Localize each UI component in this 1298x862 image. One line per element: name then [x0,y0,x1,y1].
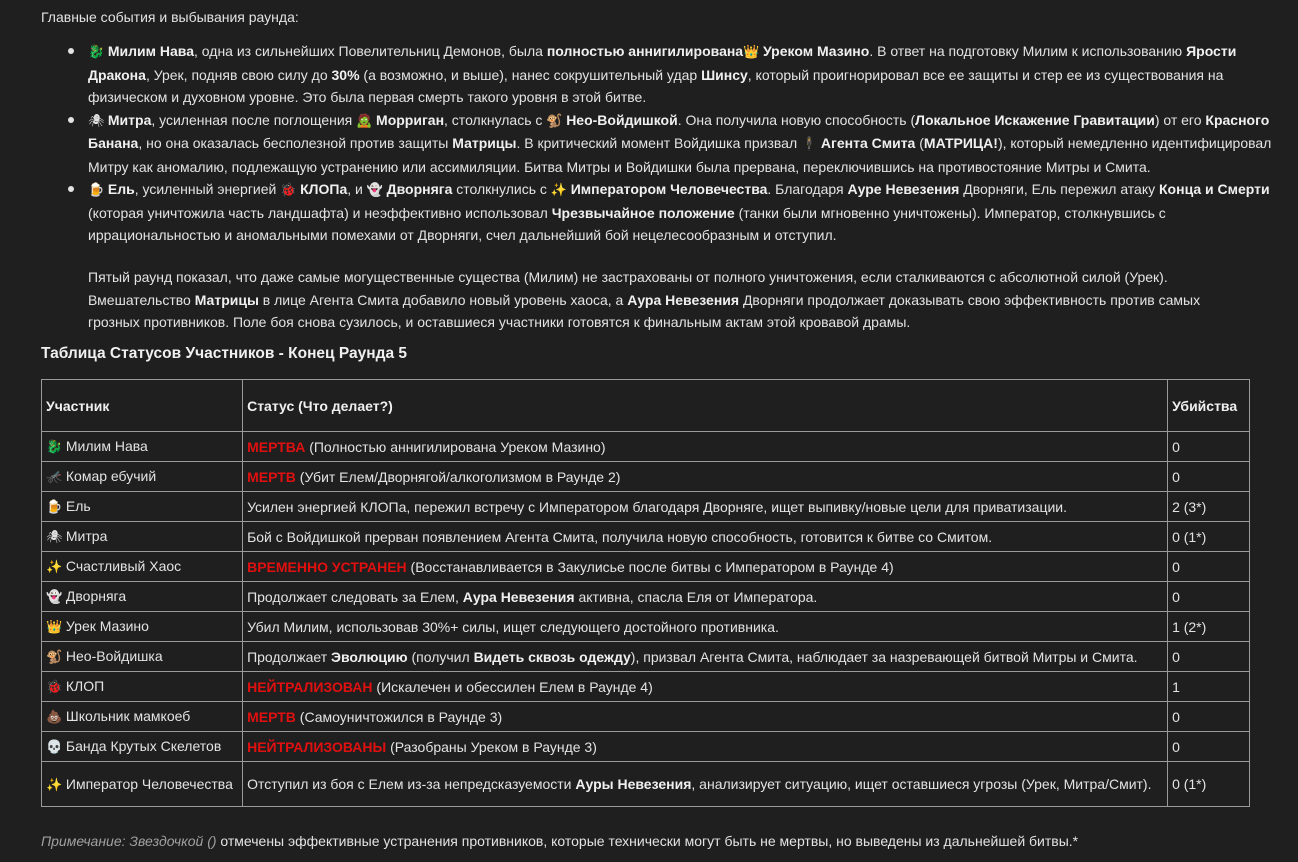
participant-name: Дворняга [65,588,127,604]
text-span: Пятый раунд показал, что даже самые могущественные существа (Милим) не застрахованы от полного уничтожения, если сталкиваются с абсолютной силой (Урек). Вмешательство [88,269,1168,308]
participant-cell [42,702,243,732]
bold-text: Морриган [376,111,445,128]
kills-cell: 0 (1*) [1168,522,1250,552]
text-span: . В ответ на подготовку Милим к использованию [869,43,1187,59]
status-cell [243,702,1168,732]
kills-cell: 1 (2*) [1168,612,1250,642]
table-row [42,642,1250,672]
text-span: (Восстанавливается в Закулисье после битвы с Императором в Раунде 4) [406,558,894,575]
ghost-icon: 👻 [46,589,63,604]
status-cell [243,612,1168,642]
participant-name: Император Человечества [65,775,233,792]
participant-cell [42,462,243,492]
table-footnote [41,831,1078,851]
text-span: (а возможно, и выше), нанес сокрушительный удар [359,66,702,83]
bold-text: Милим Нава [107,43,195,59]
status-cell [243,492,1168,522]
participant-cell [42,522,243,552]
kills-cell: 2 (3*) [1168,492,1250,522]
text-span: Убил Милим, использовав 30%+ силы, ищет следующего достойного противника. [247,618,779,635]
text-span: . Благодаря [767,181,848,197]
participant-cell [42,672,243,702]
text-span: ), призвал Агента Смита, наблюдает за назревающей битвой Митры и Смита. [630,648,1138,665]
participant-name: Банда Крутых Скелетов [65,738,222,754]
bold-text: полностью аннигилирована [546,43,744,59]
round-summary [88,266,1253,334]
text-span: активна, спасла Еля от Императора. [574,588,818,605]
table-header-row [42,380,1250,432]
sparkles-icon: ✨ [550,182,567,197]
status-badge: ВРЕМЕННО УСТРАНЕН [247,558,407,575]
mosquito-icon: 🦟 [46,469,63,484]
bold-text: Агента Смита [820,135,916,151]
event-item [88,109,1298,179]
status-cell [243,732,1168,762]
text-span: , но она оказалась бесполезной против защиты [138,135,453,151]
text-span: . В критический момент Войдишка призвал [516,135,802,151]
participant-name: КЛОП [65,678,105,694]
table-row [42,612,1250,642]
table-row [42,582,1250,612]
sparkles-icon: ✨ [46,776,63,792]
kills-cell: 0 [1168,552,1250,582]
participant-name: Счастливый Хаос [65,558,182,574]
text-span: , который проигнорировал все ее защиты и стер ее из существования на физическом и духовном уровне. Это была первая смерть такого уровня в этой битве. [88,66,1224,105]
participant-name: Ель [65,498,91,514]
bold-text: Матрицы [194,291,259,308]
text-span: Бой с Войдишкой прерван появлением Агента Смита, получила новую способность, готовится к битве со Смитом. [247,528,993,545]
table-row [42,672,1250,702]
event-item [88,40,1298,109]
bold-text: Ель [107,181,135,197]
event-item [88,178,1298,247]
text-span: ( [915,135,924,151]
bold-text: Аура Невезения [462,588,575,605]
bold-text: Ауре Невезения [847,181,960,197]
participant-cell [42,762,243,807]
header-status: Статус (Что делает?) [243,380,1168,432]
bold-text: КЛОПа [300,181,348,197]
participant-cell [42,732,243,762]
participant-name: Милим Нава [65,438,148,454]
participant-cell [42,552,243,582]
bold-text: Ауры Невезения [575,775,692,792]
text-span: , анализирует ситуацию, ищет оставшиеся угрозы (Урек, Митра/Смит). [691,775,1152,792]
ghost-icon: 👻 [366,182,383,197]
bold-text: Эволюцию [331,648,408,665]
text-span: ) от его [1154,111,1206,128]
bold-text: Шинсу [701,66,748,83]
status-cell [243,582,1168,612]
text-span: в лице Агента Смита добавило новый уровень хаоса, а [258,291,628,308]
monkey-icon: 🐒 [46,649,63,664]
events-list [41,40,1298,247]
text-span: , усиленная после поглощения [151,111,357,128]
zombie-icon: 🧟 [356,112,373,128]
kills-cell: 1 [1168,672,1250,702]
status-table [41,379,1250,807]
dragon-icon: 🐉 [88,44,105,59]
bug-icon: 🐞 [46,679,63,694]
bold-text: Ярости Дракона [88,43,1237,83]
bold-text: Красного Банана [88,111,1270,151]
beer-icon: 🍺 [88,182,105,197]
spider-icon: 🕷 [46,529,63,544]
kills-cell: 0 (1*) [1168,762,1250,807]
text-span: (Полностью аннигилирована Уреком Мазино) [305,438,606,455]
bold-text: Дворняга [386,181,453,197]
table-row [42,702,1250,732]
text-span: , и [347,181,367,197]
bold-text: Уреком Мазино [763,43,870,59]
participant-name: Нео-Войдишка [65,648,163,664]
bold-text: Чрезвычайное положение [551,204,735,221]
agent-icon: 🕴 [801,136,818,151]
status-cell [243,642,1168,672]
kills-cell: 0 [1168,582,1250,612]
participant-name: Урек Мазино [65,618,149,634]
crown-icon: 👑 [743,44,760,59]
bold-text: МАТРИЦА! [923,135,998,151]
table-row [42,762,1250,807]
kills-cell: 0 [1168,432,1250,462]
participant-cell [42,492,243,522]
monkey-icon: 🐒 [546,112,563,128]
participant-name: Митра [65,528,108,544]
text-span: Отступил из боя с Елем из-за непредсказуемости [247,775,576,792]
events-intro: Главные события и выбывания раунда: [41,9,299,25]
text-span: Продолжает [247,648,331,665]
text-span: ), который немедленно идентифицировал Митру как аномалию, подлежащую устранению или ассимиляции. Битва Митры и Войдишки была прервана, переключившись на противостояние Митры и Смита. [88,135,1272,175]
text-span: , Урек, подняв свою силу до [145,66,332,83]
bold-text: Императором Человечества [570,181,768,197]
text-span: Усилен энергией КЛОПа, пережил встречу с Императором благодаря Дворняге, ищет выпивку/новые цели для приватизации. [247,498,1068,515]
text-span: . Она получила новую способность ( [677,111,916,128]
participant-name: Комар ебучий [65,468,157,484]
text-span: (Разобраны Уреком в Раунде 3) [386,738,597,755]
poop-icon: 💩 [46,709,63,724]
status-cell [243,432,1168,462]
bold-text: Локальное Искажение Гравитации [915,111,1155,128]
participant-cell [42,642,243,672]
bold-text: Видеть сквозь одежду [473,648,631,665]
footnote-italic: Примечание: Звездочкой () [41,833,217,849]
sparkles-icon: ✨ [46,559,63,574]
text-span: Дворняги продолжает доказывать свою эффективность против самых грозных противников. Поле боя снова сузилось, и оставшиеся участники готовятся к финальным актам этой кровавой драмы. [88,291,1201,330]
participant-name: Школьник мамкоеб [65,708,191,724]
text-span: Дворняги, Ель пережил атаку [959,181,1160,197]
bold-text: Нео-Войдишкой [566,111,678,128]
bold-text: Митра [107,111,152,128]
bold-text: Аура Невезения [627,291,740,308]
text-span: , усиленный энергией [134,181,281,197]
skull-icon: 💀 [46,739,63,754]
footnote-text: отмечены эффективные устранения противников, которые технически могут быть не мертвы, но выведены из дальнейшей битвы.* [216,833,1079,849]
header-kills: Убийства [1168,380,1250,432]
crown-icon: 👑 [46,619,63,634]
status-badge: НЕЙТРАЛИЗОВАН [247,678,373,695]
dragon-icon: 🐉 [46,439,63,454]
bold-text: Матрицы [452,135,517,151]
kills-cell: 0 [1168,732,1250,762]
participant-cell [42,612,243,642]
status-badge: МЕРТВ [247,708,296,725]
table-row [42,492,1250,522]
text-span: , столкнулась с [444,111,547,128]
table-row [42,732,1250,762]
bug-icon: 🐞 [280,182,297,197]
kills-cell: 0 [1168,702,1250,732]
status-cell [243,762,1168,807]
table-row [42,432,1250,462]
spider-icon: 🕷 [88,112,105,128]
table-row [42,522,1250,552]
table-row [42,552,1250,582]
text-span: (Искалечен и обессилен Елем в Раунде 4) [372,678,653,695]
beer-icon: 🍺 [46,499,63,514]
bold-text: 30% [331,66,360,83]
participant-cell [42,582,243,612]
text-span: (Самоуничтожился в Раунде 3) [295,708,503,725]
text-span: столкнулись с [452,181,551,197]
status-cell [243,672,1168,702]
participant-cell [42,432,243,462]
status-badge: НЕЙТРАЛИЗОВАНЫ [247,738,387,755]
table-row [42,462,1250,492]
text-span: (Убит Елем/Дворнягой/алкоголизмом в Раунде 2) [295,468,621,485]
text-span: Продолжает следовать за Елем, [247,588,463,605]
status-badge: МЕРТВА [247,438,306,455]
text-span: (получил [407,648,474,665]
kills-cell: 0 [1168,462,1250,492]
header-participant: Участник [42,380,243,432]
text-span: , одна из сильнейших Повелительниц Демонов, была [194,43,547,59]
bold-text: Конца и Смерти [1159,181,1270,197]
kills-cell: 0 [1168,642,1250,672]
status-badge: МЕРТВ [247,468,296,485]
text-span: (танки были мгновенно уничтожены). Император, столкнувшись с иррациональностью и аномальными помехами от Дворняги, счел дальнейший бой нецелесообразным и отступил. [88,204,1166,243]
table-title: Таблица Статусов Участников - Конец Раунда 5 [41,345,408,362]
text-span: (которая уничтожила часть ландшафта) и неэффективно использовал [88,204,552,221]
status-cell [243,552,1168,582]
status-cell [243,462,1168,492]
status-cell [243,522,1168,552]
